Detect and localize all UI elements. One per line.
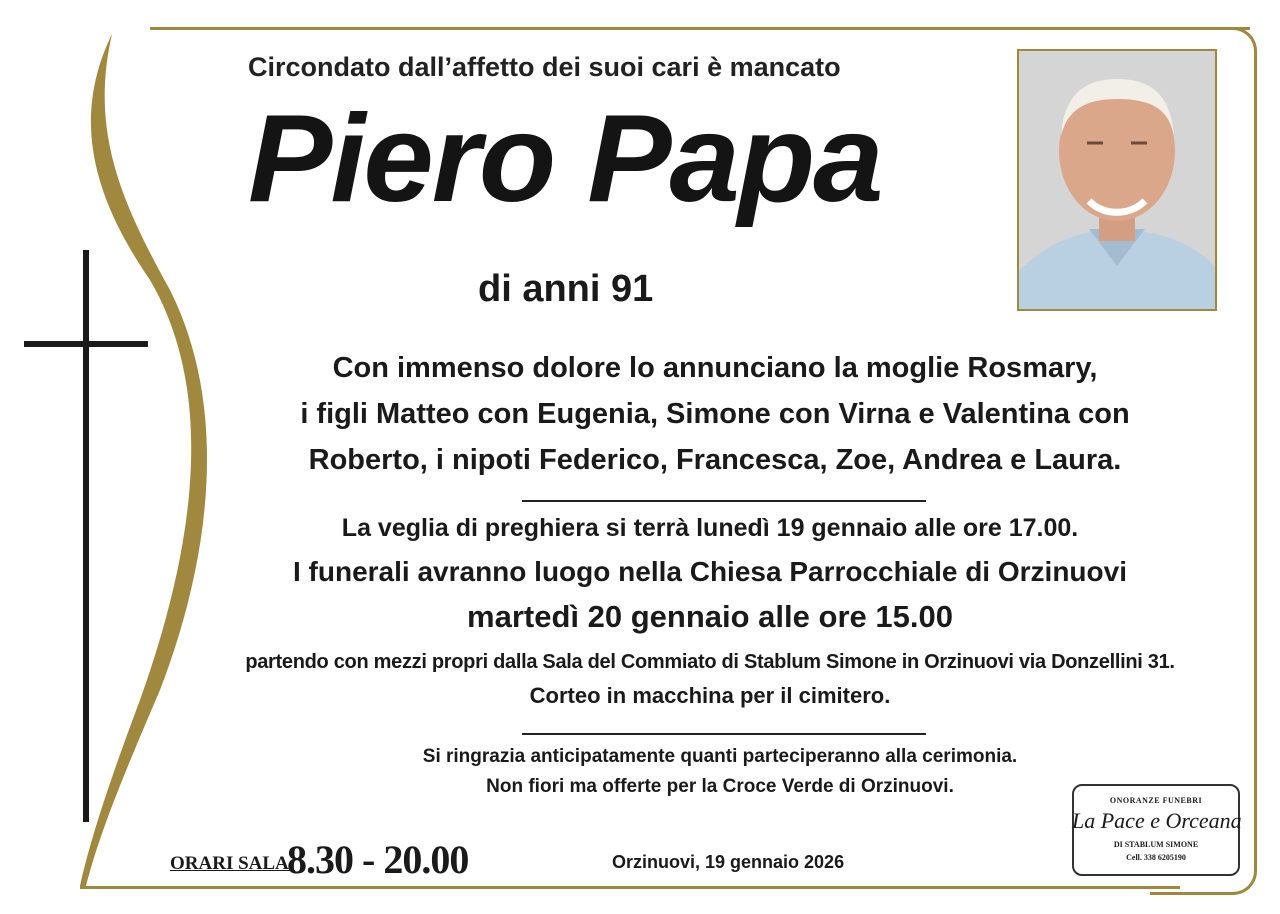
funeral-home-logo [1072, 784, 1240, 876]
funeral-location: I funerali avranno luogo nella Chiesa Parrocchiale di Orzinuovi [293, 556, 1127, 587]
frame-top-border [150, 27, 1250, 30]
logo-line-4: Cell. 338 6205190 [1126, 853, 1186, 862]
announcement-line-3: Roberto, i nipoti Federico, Francesca, Zoe, Andrea e Laura. [308, 444, 1122, 476]
announcement-line-1: Con immenso dolore lo annunciano la moglie Rosmary, [332, 352, 1098, 384]
logo-line-3: DI STABLUM SIMONE [1113, 840, 1199, 849]
gold-swoosh [80, 34, 207, 886]
vigil-text: La veglia di preghiera si terrà lunedì 19 gennaio alle ore 17.00. [341, 514, 1079, 542]
procession-text: Corteo in macchina per il cimitero. [529, 683, 891, 708]
hours-label: ORARI SALA: [170, 853, 296, 874]
place-date: Orzinuovi, 19 gennaio 2026 [612, 852, 845, 872]
logo-line-1: ONORANZE FUNEBRI [1109, 796, 1203, 805]
intro-text: Circondato dall’affetto dei suoi cari è mancato [248, 52, 841, 82]
divider-1 [522, 500, 926, 502]
deceased-name: Piero Papa [248, 90, 882, 228]
divider-2 [522, 733, 926, 735]
frame-bottom-border [80, 886, 1180, 889]
flowers-text: Non fiori ma offerte per la Croce Verde di Orzinuovi. [486, 776, 954, 797]
logo-line-2: La Pace e Orceana [1072, 808, 1242, 833]
thanks-text: Si ringrazia anticipatamente quanti parteciperanno alla cerimonia. [422, 746, 1018, 767]
deceased-age: di anni 91 [478, 268, 654, 310]
portrait-photo [1017, 49, 1217, 311]
decoration [0, 0, 220, 914]
announcement [230, 345, 1200, 483]
funeral-date: martedì 20 gennaio alle ore 15.00 [467, 599, 953, 634]
hours-value: 8.30 - 20.00 [287, 837, 469, 882]
departure-text: partendo con mezzi propri dalla Sala del Commiato di Stablum Simone in Orzinuovi via Donzellini 31. [245, 651, 1175, 673]
announcement-line-2: i figli Matteo con Eugenia, Simone con Virna e Valentina con [300, 398, 1130, 430]
